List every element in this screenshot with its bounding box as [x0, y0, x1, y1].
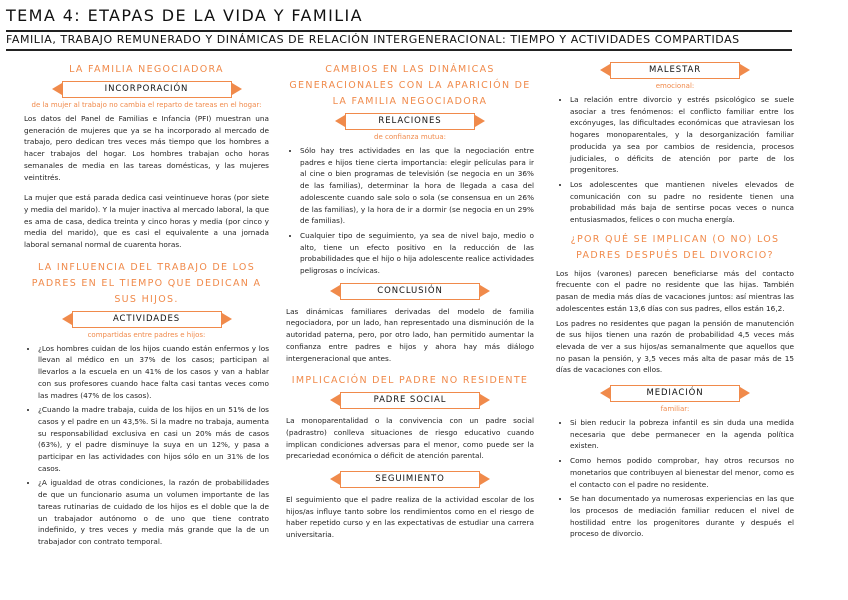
banner-label: MEDIACIÓN — [610, 385, 740, 402]
banner-label: SEGUIMIENTO — [340, 471, 480, 488]
list-item: • ¿Los hombres cuidan de los hijos cuando están enfermos y los llevan al médico en un 37% de los casos; participan al llevarlos a la escuela en un 41% de los casos y van a hablar con sus profesores cuando hace falta casi tantas veces como las madres (47% de los casos). — [38, 343, 269, 402]
bullet-list — [24, 343, 269, 548]
list-item: • Como hemos podido comprobar, hay otros recursos no monetarios que contribuyen al bienestar del menor, como es el contacto con el padre no residente. — [570, 455, 794, 490]
list-item: • Los adolescentes que mantienen niveles elevados de comunicación con su padre no residente tienen una probabilidad más baja de sentirse pocas veces o nunca entusiasmados, felices o con mucha energía. — [570, 179, 794, 226]
list-item: • ¿A igualdad de otras condiciones, la razón de probabilidades de que un funcionario asuma un volumen importante de las tareas rutinarias de cuidado de los hijos es el doble que la de un trabajador autónomo o de uno que tiene contrato indefinido, y tres veces y media más grande que la de un trabajador con contrato temporal. — [38, 477, 269, 547]
paragraph: Los padres no residentes que pagan la pensión de manutención de sus hijos tienen una razón de probabilidad 4,5 veces más elevada de ver a sus hijos/as semanalmente que aquellos que no pasan la pensión, y 3,5 veces más alta de pasar más de 15 días de vacaciones con ellos. — [556, 318, 794, 375]
banner-label: MALESTAR — [610, 62, 740, 79]
banner-incorporacion — [52, 81, 242, 98]
banner-label: PADRE SOCIAL — [340, 392, 480, 409]
banner-label: ACTIVIDADES — [72, 311, 222, 328]
paragraph: La monoparentalidad o la convivencia con un padre social (padrastro) conlleva situaciones de riesgo educativo cuando implican condiciones adversas para el menor, como puede ser la precariedad económica o déficit de atención parental. — [286, 416, 534, 461]
paragraph: La mujer que está parada dedica casi veintinueve horas (por siete y media del marido). Y la mujer inactiva al mercado laboral, la que es ama de casa, dedica treinta y cinco horas y media (por cinco y media del marido), que es casi el equivalente a una jornada laboral semanal normal de cuarenta horas. — [24, 193, 269, 250]
section-heading: LA FAMILIA NEGOCIADORA — [69, 64, 224, 75]
banner-subtitle: de la mujer al trabajo no cambia el reparto de tareas en el hogar: — [31, 101, 262, 109]
banner-conclusion — [330, 283, 490, 300]
page-subtitle: FAMILIA, TRABAJO REMUNERADO Y DINÁMICAS DE RELACIÓN INTERGENERACIONAL: TIEMPO Y ACTIVIDADES COMPARTIDAS — [6, 33, 740, 46]
list-item: • Si bien reducir la pobreza infantil es sin duda una medida necesaria que debe permanecer en la agenda política existen. — [570, 417, 794, 452]
banner-subtitle: emocional: — [655, 82, 695, 90]
banner-malestar — [600, 62, 750, 79]
bullet-list — [556, 417, 794, 540]
list-item: • La relación entre divorcio y estrés psicológico se suele asociar a tres fenómenos: el conflicto familiar entre los excónyuges, las dificultades económicas que atraviesan los hogares monoparentales, y la desorganización familiar producida ya sea por cambios de residencia, procesos judiciales, o déficits de atención por parte de los progenitores. — [570, 94, 794, 176]
column-right — [556, 58, 794, 543]
banner-relaciones — [335, 113, 485, 130]
paragraph: El seguimiento que el padre realiza de la actividad escolar de los hijos/as influye tanto sobre los rendimientos como en el riesgo de haber repetido curso y en las expectativas de estudiar una carrera universitaria. — [286, 495, 534, 540]
bullet-list — [286, 145, 534, 277]
banner-label: RELACIONES — [345, 113, 475, 130]
bullet-list — [556, 94, 794, 226]
paragraph: Los hijos (varones) parecen beneficiarse más del contacto frecuente con el padre no residente que las hijas. También pasan de media más días de vacaciones juntos: así mientras las adolescentes están 13,6 días con sus padres, ellos están 16,2. — [556, 268, 794, 313]
page-title: TEMA 4: ETAPAS DE LA VIDA Y FAMILIA — [6, 6, 363, 25]
section-heading: CAMBIOS EN LAS DINÁMICAS GENERACIONALES CON LA APARICIÓN DE LA FAMILIA NEGOCIADORA — [289, 64, 531, 107]
paragraph: Las dinámicas familiares derivadas del modelo de familia negociadora, por un lado, han representado una disminución de la autoridad paterna, pero, por otro lado, han permitido aumentar la confianza entre padres e hijos y ahora hay más diálogo intergeneracional que antes. — [286, 306, 534, 363]
section-heading: LA INFLUENCIA DEL TRABAJO DE LOS PADRES EN EL TIEMPO QUE DEDICAN A SUS HIJOS. — [31, 261, 262, 305]
section-heading: IMPLICACIÓN DEL PADRE NO RESIDENTE — [291, 375, 529, 387]
banner-subtitle: familiar: — [660, 405, 690, 414]
section-heading: ¿POR QUÉ SE IMPLICAN (O NO) LOS PADRES DESPUÉS DEL DIVORCIO? — [570, 233, 780, 261]
banner-actividades — [62, 311, 232, 328]
banner-label: CONCLUSIÓN — [340, 283, 480, 300]
list-item: • ¿Cuando la madre trabaja, cuida de los hijos en un 51% de los casos y el padre en un 43,5%. Si la madre no trabaja, aumenta su responsabilidad exclusiva en casi un 20% más de casos (63%), y el padre disminuye la suya en un 12%, y pasa a participar en las actividades con hijos sólo en un 31% de los casos. — [38, 404, 269, 474]
banner-seguimiento — [330, 471, 490, 488]
list-item: • Se han documentado ya numerosas experiencias en las que los procesos de mediación familiar reducen el nivel de hostilidad entre los progenitores durante y después el proceso de divorcio. — [570, 493, 794, 540]
title-underline — [6, 30, 792, 32]
column-left — [24, 58, 269, 551]
banner-label: INCORPORACIÓN — [62, 81, 232, 98]
list-item: • Sólo hay tres actividades en las que la negociación entre padres e hijos tiene cierta importancia: elegir películas para ir al cine o bien programas de televisión (se negocia en un 36% de las familias), determinar la hora de llegada a casa del adolescente cuando sale solo o sola (se consensua en un 26% de las familias), y la hora de ir a dormir (se negocia en un 29% de familias). — [300, 145, 534, 227]
column-middle — [286, 58, 534, 550]
banner-subtitle: compartidas entre padres e hijos: — [87, 330, 206, 339]
subtitle-underline — [6, 49, 792, 51]
banner-subtitle: de confianza mutua: — [374, 133, 446, 141]
paragraph: Los datos del Panel de Familias e Infancia (PFI) muestran una generación de mujeres que ya se ha incorporado al mercado de trabajo, pero dedican tres veces más tiempo que los hombres a hacer trabajos del hogar. Los hombres trabajan ocho horas semanales de media en las tareas domésticas, y las mujeres veintitrés. — [24, 114, 269, 182]
list-item: • Cualquier tipo de seguimiento, ya sea de nivel bajo, medio o alto, tiene un efecto positivo en la reducción de las probabilidades que el hijo o hija adolescente realice actividades peligrosas o incívicas. — [300, 230, 534, 277]
banner-padre-social — [330, 392, 490, 409]
banner-mediacion — [600, 385, 750, 402]
